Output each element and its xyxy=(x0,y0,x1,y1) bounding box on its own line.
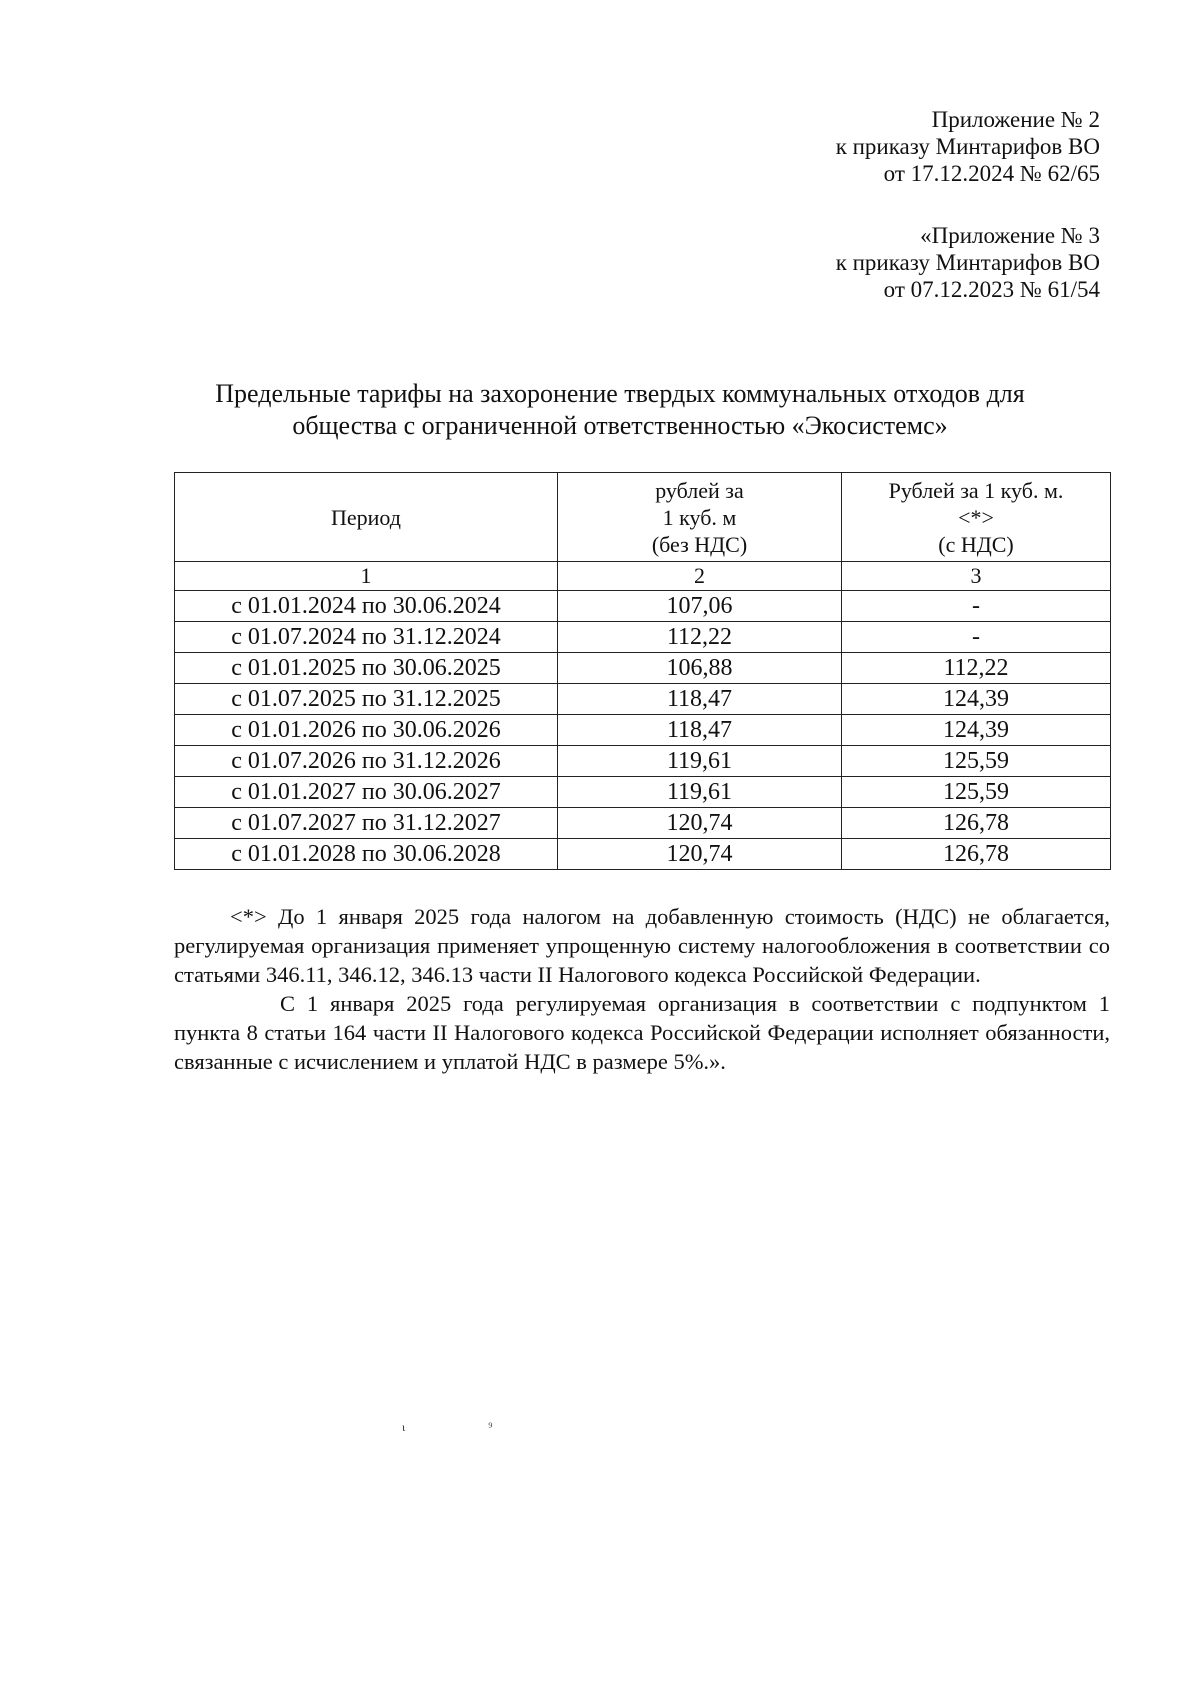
header-period: Период xyxy=(175,473,558,562)
period-cell: с 01.01.2025 по 30.06.2025 xyxy=(175,653,558,684)
tariff-no-vat-cell: 118,47 xyxy=(558,715,842,746)
document-title-line-1: Предельные тарифы на захоронение твердых коммунальных отходов для xyxy=(215,379,1025,408)
tariff-no-vat-cell: 107,06 xyxy=(558,591,842,622)
document-title xyxy=(150,378,1090,442)
table-row xyxy=(175,684,1111,715)
tariff-with-vat-cell: 125,59 xyxy=(842,746,1111,777)
period-cell: с 01.01.2028 по 30.06.2028 xyxy=(175,839,558,870)
period-cell: с 01.07.2025 по 31.12.2025 xyxy=(175,684,558,715)
tariff-table xyxy=(174,472,1111,870)
period-cell: с 01.01.2026 по 30.06.2026 xyxy=(175,715,558,746)
tariff-with-vat-cell: - xyxy=(842,591,1111,622)
tariff-with-vat-cell: 124,39 xyxy=(842,715,1111,746)
tariff-with-vat-cell: 112,22 xyxy=(842,653,1111,684)
period-cell: с 01.01.2027 по 30.06.2027 xyxy=(175,777,558,808)
tariff-no-vat-cell: 120,74 xyxy=(558,808,842,839)
scan-specks: ι ⁹ xyxy=(402,1420,533,1434)
tariff-no-vat-cell: 120,74 xyxy=(558,839,842,870)
tariff-with-vat-cell: 126,78 xyxy=(842,839,1111,870)
column-number-row xyxy=(175,562,1111,591)
appendix-current-order: к приказу Минтарифов ВО xyxy=(835,134,1100,159)
appendix-previous-order: к приказу Минтарифов ВО xyxy=(835,250,1100,275)
table-header-row xyxy=(175,473,1111,562)
period-cell: с 01.07.2024 по 31.12.2024 xyxy=(175,622,558,653)
period-cell: с 01.01.2024 по 30.06.2024 xyxy=(175,591,558,622)
tariff-with-vat-cell: 125,59 xyxy=(842,777,1111,808)
table-row xyxy=(175,622,1111,653)
appendix-previous-reference xyxy=(836,222,1100,303)
table-row xyxy=(175,746,1111,777)
tariff-with-vat-cell: - xyxy=(842,622,1111,653)
tariff-no-vat-cell: 106,88 xyxy=(558,653,842,684)
appendix-previous-number: «Приложение № 3 xyxy=(920,223,1100,248)
period-cell: с 01.07.2027 по 31.12.2027 xyxy=(175,808,558,839)
table-row xyxy=(175,839,1111,870)
tariff-with-vat-cell: 124,39 xyxy=(842,684,1111,715)
table-row xyxy=(175,777,1111,808)
header-no-vat: рублей за 1 куб. м (без НДС) xyxy=(558,473,842,562)
header-with-vat: Рублей за 1 куб. м. <*> (с НДС) xyxy=(842,473,1111,562)
column-number: 3 xyxy=(842,562,1111,591)
period-cell: с 01.07.2026 по 31.12.2026 xyxy=(175,746,558,777)
tariff-with-vat-cell: 126,78 xyxy=(842,808,1111,839)
notes-section xyxy=(174,902,1110,1076)
table-row xyxy=(175,715,1111,746)
tariff-no-vat-cell: 119,61 xyxy=(558,746,842,777)
footnote-paragraph: <*> До 1 января 2025 года налогом на добавленную стоимость (НДС) не облагается, регулируемая организация применяет упрощенную систему налогообложения в соответствии со статьями 346.11, 346.12, 346.13 части II Налогового кодекса Российской Федерации. xyxy=(174,904,1110,987)
appendix-current-reference xyxy=(836,106,1100,187)
vat-note-paragraph: С 1 января 2025 года регулируемая организация в соответствии с подпунктом 1 пункта 8 статьи 164 части II Налогового кодекса Российской Федерации исполняет обязанности, связанные с исчислением и уплатой НДС в размере 5%.». xyxy=(174,991,1110,1074)
appendix-current-number: Приложение № 2 xyxy=(931,107,1100,132)
appendix-current-date: от 17.12.2024 № 62/65 xyxy=(883,161,1100,186)
tariff-no-vat-cell: 112,22 xyxy=(558,622,842,653)
tariff-no-vat-cell: 119,61 xyxy=(558,777,842,808)
column-number: 2 xyxy=(558,562,842,591)
tariff-no-vat-cell: 118,47 xyxy=(558,684,842,715)
table-row xyxy=(175,591,1111,622)
table-row xyxy=(175,808,1111,839)
document-title-line-2: общества с ограниченной ответственностью «Экосистемс» xyxy=(292,411,948,440)
table-row xyxy=(175,653,1111,684)
column-number: 1 xyxy=(175,562,558,591)
appendix-previous-date: от 07.12.2023 № 61/54 xyxy=(883,277,1100,302)
